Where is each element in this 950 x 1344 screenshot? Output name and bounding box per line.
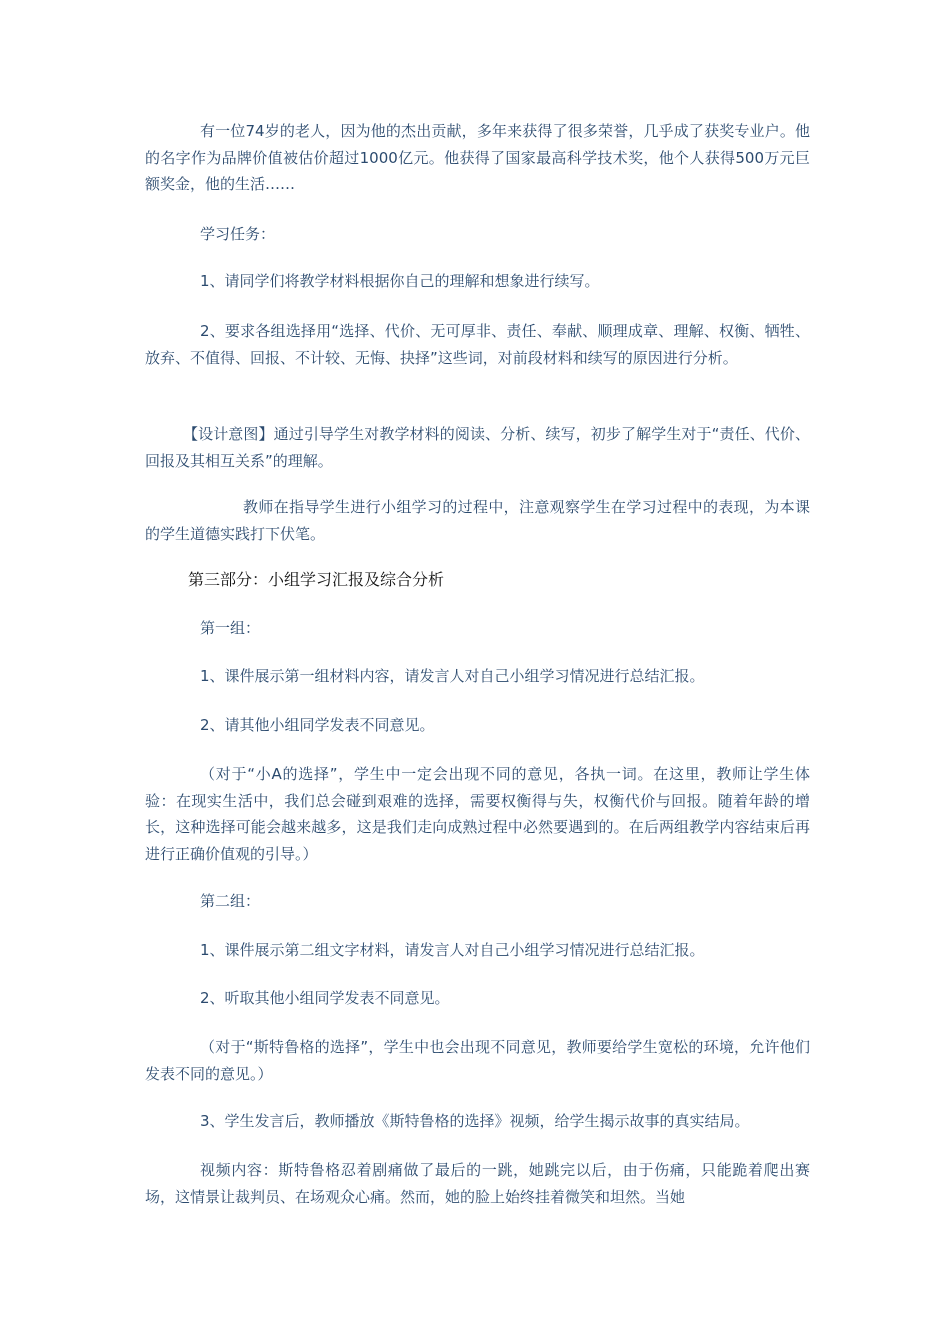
task-item-1: 1、请同学们将教学材料根据你自己的理解和想象进行续写。 xyxy=(200,272,600,290)
group-1-label: 第一组： xyxy=(200,619,261,637)
group-2-item-1: 1、课件展示第二组文字材料，请发言人对自己小组学习情况进行总结汇报。 xyxy=(200,941,705,959)
group-1-item-2: 2、请其他小组同学发表不同意见。 xyxy=(200,716,435,734)
group-1-note: （对于“小A的选择”，学生中一定会出现不同的意见，各执一词。在这里，教师让学生体验：在现实生活中，我们总会碰到艰难的选择，需要权衡得与失，权衡代价与回报。随着年龄的增长，这种选择可能会越来越多，这是我们走向成熟过程中必然要遇到的。在后两组教学内容结束后再进行正确价值观的引导。） xyxy=(145,765,810,863)
group-2-note: （对于“斯特鲁格的选择”，学生中也会出现不同意见，教师要给学生宽松的环境，允许他们发表不同的意见。） xyxy=(145,1038,810,1083)
group-2-item-3: 3、学生发言后，教师播放《斯特鲁格的选择》视频，给学生揭示故事的真实结局。 xyxy=(200,1112,750,1130)
section-heading: 第三部分：小组学习汇报及综合分析 xyxy=(188,570,445,589)
group-2-label: 第二组： xyxy=(200,892,261,910)
learning-task-label: 学习任务： xyxy=(200,225,276,243)
task-item-2: 2、要求各组选择用“选择、代价、无可厚非、责任、奉献、顺理成章、理解、权衡、牺牲、放弃、不值得、回报、不计较、无悔、抉择”这些词，对前段材料和续写的原因进行分析。 xyxy=(145,322,810,367)
group-1-item-1: 1、课件展示第一组材料内容，请发言人对自己小组学习情况进行总结汇报。 xyxy=(200,667,705,685)
group-2-item-2: 2、听取其他小组同学发表不同意见。 xyxy=(200,989,450,1007)
intro-paragraph: 有一位74岁的老人，因为他的杰出贡献，多年来获得了很多荣誉，几乎成了获奖专业户。他的名字作为品牌价值被估价超过1000亿元。他获得了国家最高科学技术奖，他个人获得500万元巨额奖金，他的生活…… xyxy=(145,122,810,193)
design-intent-paragraph: 【设计意图】通过引导学生对教学材料的阅读、分析、续写，初步了解学生对于“责任、代价、回报及其相互关系”的理解。 xyxy=(145,425,810,470)
video-content-paragraph: 视频内容：斯特鲁格忍着剧痛做了最后的一跳，她跳完以后，由于伤痛，只能跪着爬出赛场，这情景让裁判员、在场观众心痛。然而，她的脸上始终挂着微笑和坦然。当她 xyxy=(145,1161,810,1206)
teacher-guidance-paragraph: 教师在指导学生进行小组学习的过程中，注意观察学生在学习过程中的表现，为本课的学生道德实践打下伏笔。 xyxy=(145,498,810,543)
